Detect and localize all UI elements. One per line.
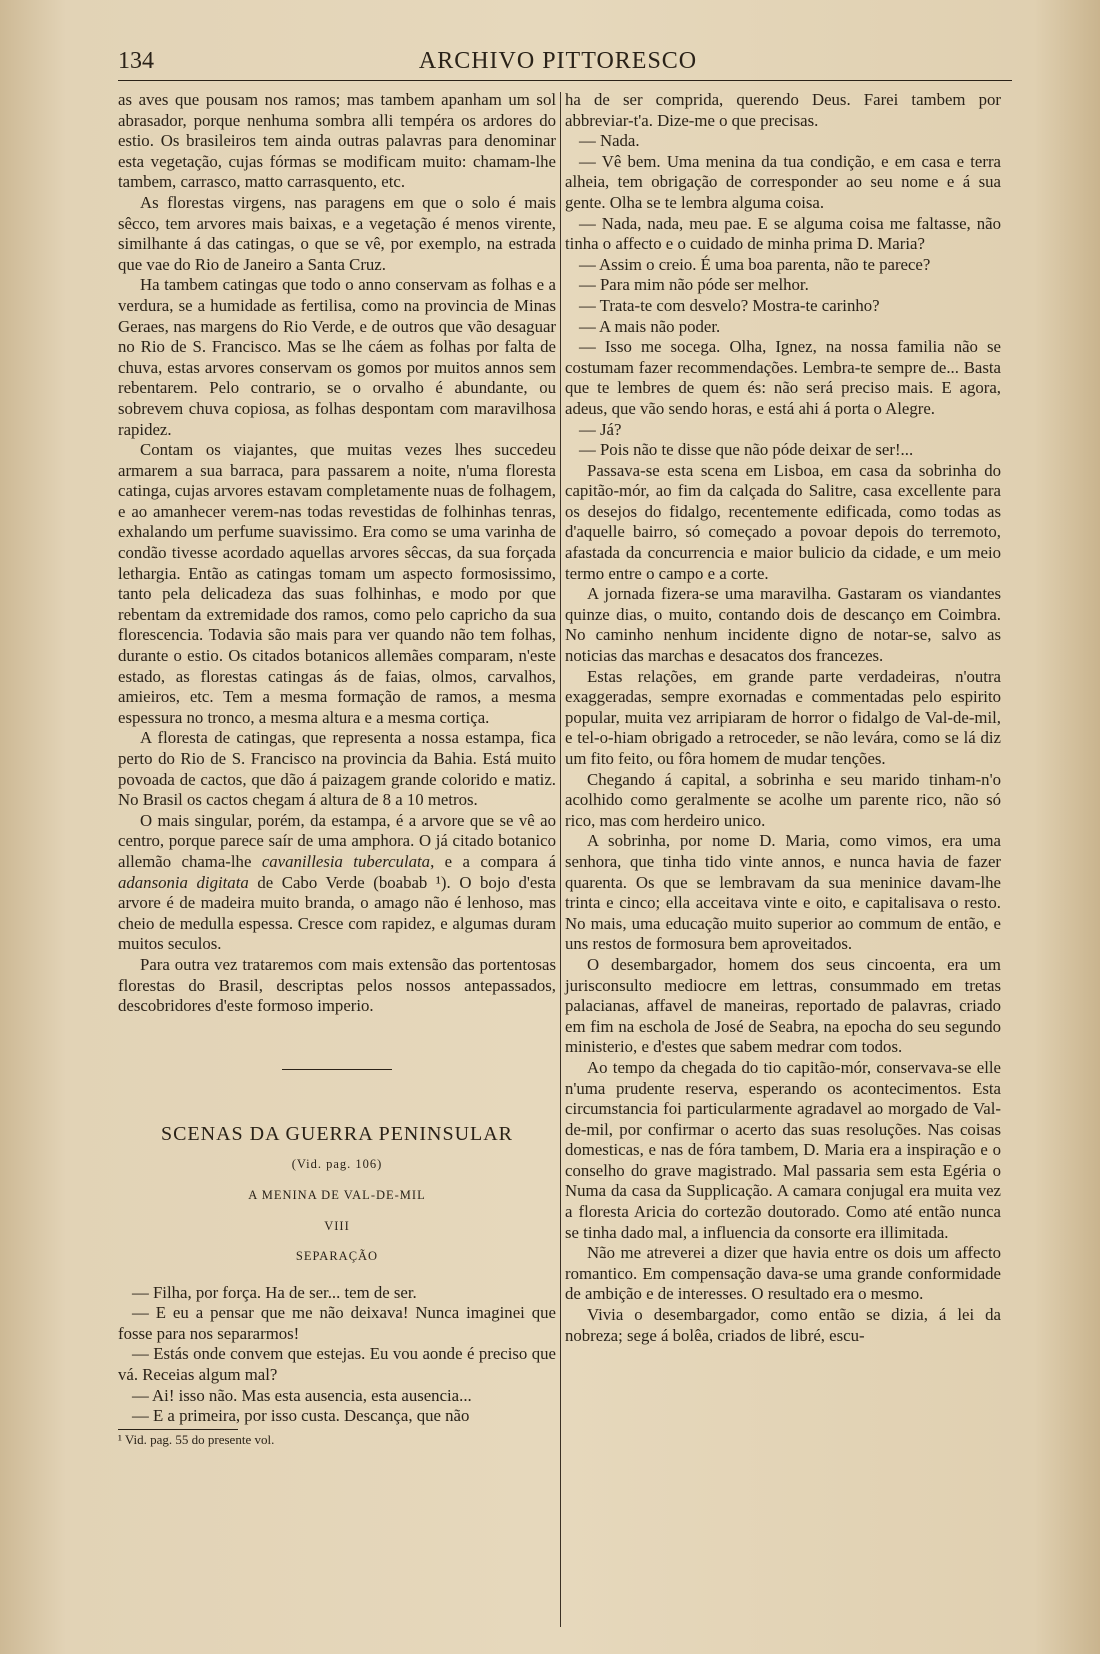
paragraph: ha de ser comprida, querendo Deus. Farei tambem por abbreviar-t'a. Dize-me o que precisas. (565, 90, 1001, 130)
paragraph: Passava-se esta scena em Lisboa, em casa da sobrinha do capitão-mór, ao fim da calçada do Salitre, casa excellente para os desejos do fidalgo, recentemente edificada, como todas as d'aquelle bairro, só começado a povoar depois do terremoto, afastada da concurrencia e maior bulicio da cidade, e um meio termo entre o campo e a corte. (565, 460, 1001, 583)
paragraph: Não me atreverei a dizer que havia entre os dois um affecto romantico. Em compensação dava-se uma grande conformidade de ambição e de interesses. O resultado era o mesmo. (565, 1243, 1001, 1304)
story-title: A MENINA DE VAL-DE-MIL (248, 1187, 426, 1202)
paragraph (118, 811, 556, 955)
section-reference: (Vid. pag. 106) (291, 1157, 383, 1172)
italic-species-name: cavanillesia tuberculata (261, 851, 431, 871)
paragraph: Ao tempo da chegada do tio capitão-mór, conservava-se elle n'uma prudente reserva, esperando os acontecimentos. Esta circumstancia foi particularmente agradavel ao morgado de Val-de-mil, por confirmar o acerto das suas resoluções. Nas coisas domesticas, e nas de fóra tambem, D. Maria era a inspiração e o conselho do grave magistrado. Mal passaria sem esta Egéria o Numa da casa da Supplicação. A camara conjugal era muita vez a floresta Aricia do cortezão doutorado. Como até então nunca se tinha dado mal, a influencia da consorte era illimitada. (565, 1057, 1001, 1242)
section-title: SCENAS DA GUERRA PENINSULAR (160, 1122, 514, 1145)
page-number: 134 (118, 48, 154, 74)
dialogue-line: — E eu a pensar que me não deixava! Nunca imaginei que fosse para nos separarmos! (118, 1303, 556, 1343)
page-header (118, 42, 998, 78)
paragraph: O desembargador, homem dos seus cincoenta, era um jurisconsulto mediocre em lettras, consummado em tretas palacianas, affavel de maneiras, reportado de palavras, criado em fim na escholа de José de Seabra, na epocha do seu segundo ministerio, e d'estes que sabem medrar com todos. (565, 954, 1001, 1057)
header-rule (118, 80, 1012, 81)
footnote: ¹ Vid. pag. 55 do presente vol. (118, 1431, 275, 1447)
dialogue-line: — Estás onde convem que estejas. Eu vou aonde é preciso que vá. Receias algum mal? (118, 1344, 556, 1385)
running-title: ARCHIVO PITTORESCO (418, 48, 698, 74)
paragraph: A jornada fizera-se uma maravilha. Gastaram os viandantes quinze dias, o muito, contando dois de descanço em Coimbra. No caminho nenhum incidente digno de notar-se, salvo as noticias das marchas e desacatos dos francezes. (565, 584, 1001, 666)
paragraph: A sobrinha, por nome D. Maria, como vimos, era uma senhora, que tinha tido vinte annos, e nunca havia de fazer quarenta. Os que se lembravam da sua meninice davam-lhe trinta e cinco; ella acceitava vinte e oito, e capitalisava o resto. No mais, uma educação muito superior ao commum de então, e uns restos de formosura bem aproveitados. (565, 831, 1001, 954)
chapter-number: VIII (324, 1218, 350, 1233)
dialogue-line: — Vê bem. Uma menina da tua condição, e em casa e terra alheia, tem obrigação de corresponder ao seu nome e á sua gente. Olha se te lembra alguma coisa. (565, 151, 1001, 212)
chapter-title: SEPARAÇÃO (295, 1249, 379, 1264)
dialogue-line: — Nada. (579, 131, 640, 151)
dialogue-line: — Pois não te disse que não póde deixar de ser!... (579, 440, 914, 460)
italic-species-name: adansonia digitata (118, 872, 249, 892)
footnote-rule (118, 1429, 238, 1430)
paragraph: Contam os viajantes, que muitas vezes lhes succedeu armarem a sua barraca, para passarem a noite, n'uma floresta catinga, cujas arvores estavam completamente nuas de folhagem, e ao amanhecer verem-nas todas revestidas de folhinhas tenras, exhalando um perfume suavissimo. Era como se uma varinha de condão tivesse acordado aquellas arvores sêccas, da sua forçada lethargia. Então as catingas tomam um aspecto formosissimo, tanto pela delicadeza das suas folhinhas, e modo por que rebentam da extremidade dos ramos, como pelo capricho da sua florescencia. Todavia são mais para ver quando não tem folhas, durante o estio. Os citados botanicos allemães comparam, n'este estado, as florestas catingas ás de faias, olmos, carvalhos, amieiros, etc. Tem a mesma formação de ramos, a mesma espessura no tronco, a mesma altura e a mesma cortiça. (118, 440, 556, 727)
dialogue-line: — Filha, por força. Ha de ser... tem de ser. (132, 1282, 417, 1302)
text-run: de Cabo Verde (boabab ¹). O bojo d'esta arvore é de madeira muito branda, o amago não é lenhoso, mas cheio de medulla espessa. Cresce com rapidez, e algumas duram muitos seculos. (118, 872, 556, 954)
paragraph: Estas relações, em grande parte verdadeiras, n'outra exaggeradas, sempre exornadas e commentadas pelo espirito popular, muita vez arripiaram de horror o fidalgo de Val-de-mil, e tel-o-hiam obrigado a retroceder, se não levára, como se lá diz um fito feito, ou fôra homem de mudar tenções. (565, 666, 1001, 768)
dialogue-line: — E a primeira, por isso custa. Descança, que não (132, 1406, 470, 1426)
dialogue-line: — Assim o creio. É uma boa parenta, não te parece? (579, 254, 931, 274)
paragraph: Chegando á capital, a sobrinha e seu marido tinham-n'o acolhido como geralmente se acolhe um parente rico, não só rico, mas com herdeiro unico. (565, 769, 1001, 830)
dialogue-line: — Nada, nada, meu pae. E se alguma coisa me faltasse, não tinha o affecto e o cuidado de minha prima D. Maria? (565, 213, 1001, 254)
dialogue-line: — Já? (579, 419, 622, 439)
left-column (118, 90, 556, 1448)
paragraph: Para outra vez trataremos com mais extensão das portentosas florestas do Brasil, descriptas pelos nossos antepassados, descobridores d'este formoso imperio. (118, 954, 556, 1016)
paragraph: as aves que pousam nos ramos; mas tambem apanham um sol abrasador, porque nenhuma sombra alli tempéra os ardores do estio. Os brasileiros tem ainda outras palavras para denominar esta vegetação, cujas fórmas se modificam muito: chamam-lhe tambem, carrasco, matto carrasquento, etc. (118, 90, 556, 192)
column-separator (560, 92, 561, 1627)
dialogue-line: — Ai! isso não. Mas esta ausencia, esta ausencia... (132, 1385, 472, 1405)
paragraph: Ha tambem catingas que todo o anno conservam as folhas e a verdura, se a humidade as fertilisa, como na provincia de Minas Geraes, nas margens do Rio Verde, e de outros que vão desaguar no Rio de S. Francisco. Mas se lhe cáem as folhas por falta de chuva, estas arvores conservam os gomos por muitos annos sem rebentarem. Pelo contrario, se o orvalho é abundante, ou sobrevem chuva copiosa, as folhas despontam com maravilhosa rapidez. (118, 275, 556, 439)
right-column (565, 90, 1001, 1346)
dialogue-line: — Trata-te com desvelo? Mostra-te carinho? (579, 295, 880, 315)
dialogue-line: — A mais não poder. (579, 316, 721, 336)
text-run: , e a compara á (430, 851, 556, 871)
paragraph: A floresta de catingas, que representa a nossa estampa, fica perto do Rio de S. Francisco na provincia da Bahia. Está muito povoada de cactos, que dão á paizagem grande colorido e matiz. No Brasil os cactos chegam á altura de 8 a 10 metros. (118, 728, 556, 810)
dialogue-line: — Isso me socega. Olha, Ignez, na nossa familia não se costumam fazer recommendações. Lembra-te sempre de... Basta que te lembres de quem és: não será preciso mais. E agora, adeus, que vão sendo horas, e está ahi á porta o Alegre. (565, 337, 1001, 418)
paragraph: As florestas virgens, nas paragens em que o solo é mais sêcco, tem arvores mais baixas, e a vegetação é menos virente, similhante á das catingas, o que se vê, por exemplo, na estrada que vae do Rio de Janeiro a Santa Cruz. (118, 192, 556, 274)
section-divider (282, 1069, 392, 1070)
text-run: O mais singular, porém, da estampa, é a arvore que se vê ao centro, porque parece saír de uma amphora. O já citado botanico allemão chama-lhe (118, 810, 556, 871)
paragraph: Vivia o desembargador, como então se dizia, á lei da nobreza; sege á bolêa, criados de libré, escu- (565, 1305, 1001, 1345)
dialogue-line: — Para mim não póde ser melhor. (579, 275, 809, 295)
